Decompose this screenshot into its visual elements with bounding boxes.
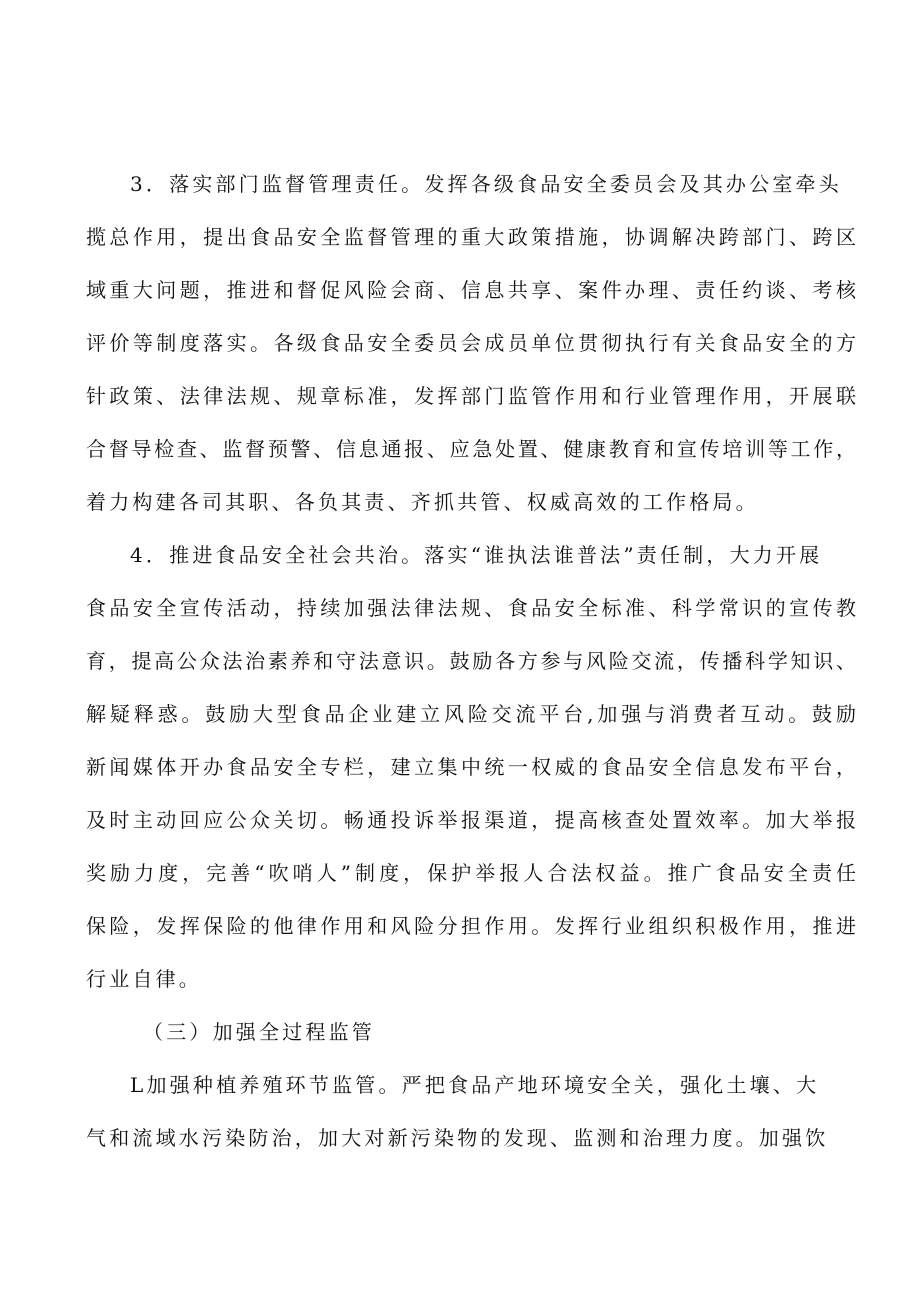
paragraph-4-line-1: 4．推进食品安全社会共治。落实“谁执法谁普法”责任制，大力开展 (130, 543, 823, 567)
paragraph-4-line-8: 保险，发挥保险的他律作用和风险分担作用。发挥行业组织积极作用，推进 (86, 914, 856, 938)
paragraph-4-line-6: 及时主动回应公众关切。畅通投诉举报渠道，提高核查处置效率。加大举报 (86, 808, 856, 832)
paragraph-4-line-3: 育，提高公众法治素养和守法意识。鼓励各方参与风险交流，传播科学知识、 (86, 649, 856, 673)
paragraph-3-line-1: 3．落实部门监督管理责任。发挥各级食品安全委员会及其办公室牵头 (130, 172, 842, 196)
paragraph-4-line-5: 新闻媒体开办食品安全专栏，建立集中统一权威的食品安全信息发布平台， (86, 755, 856, 779)
paragraph-3-line-2: 揽总作用，提出食品安全监督管理的重大政策措施，协调解决跨部门、跨区 (86, 225, 856, 249)
paragraph-3-line-5: 针政策、法律法规、规章标准，发挥部门监管作用和行业管理作用，开展联 (86, 384, 856, 408)
section-3-paragraph-1-line-2: 气和流域水污染防治，加大对新污染物的发现、监测和治理力度。加强饮 (86, 1126, 829, 1150)
paragraph-3-line-3: 域重大问题，推进和督促风险会商、信息共享、案件办理、责任约谈、考核 (86, 278, 856, 302)
paragraph-3-line-4: 评价等制度落实。各级食品安全委员会成员单位贯彻执行有关食品安全的方 (86, 331, 856, 355)
paragraph-4-line-9: 行业自律。 (86, 967, 202, 991)
paragraph-4-line-7: 奖励力度，完善“吹哨人”制度，保护举报人合法权益。推广食品安全责任 (86, 861, 856, 885)
paragraph-3-line-6: 合督导检查、监督预警、信息通报、应急处置、健康教育和宣传培训等工作， (86, 437, 856, 461)
paragraph-4-line-4: 解疑释惑。鼓励大型食品企业建立风险交流平台,加强与消费者互动。鼓励 (86, 702, 856, 726)
paragraph-3-line-7: 着力构建各司其职、各负其责、齐抓共管、权威高效的工作格局。 (86, 490, 759, 514)
paragraph-4-line-2: 食品安全宣传活动，持续加强法律法规、食品安全标准、科学常识的宣传教 (86, 596, 856, 620)
section-3-paragraph-1-line-1: L加强种植养殖环节监管。严把食品产地环境安全关，强化土壤、大 (130, 1073, 820, 1097)
section-heading: （三）加强全过程监管 (143, 1020, 375, 1044)
